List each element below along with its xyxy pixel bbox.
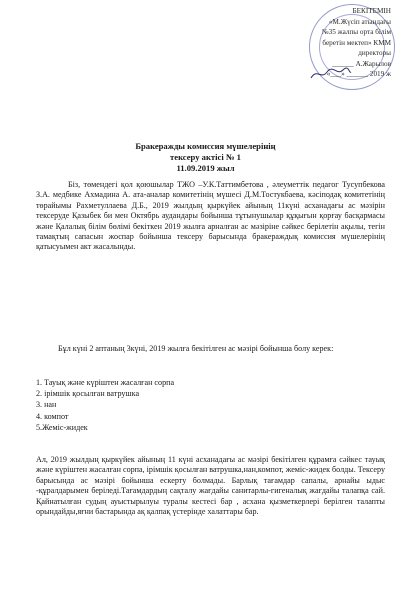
stamp-line: №35 жалпы орта білім (321, 28, 391, 36)
stamp-line: БЕКІТЕМІН (352, 7, 391, 15)
list-item: 4. компот (36, 411, 69, 421)
inspection-paragraph: Біз, төмендегі қол қоюшылар ТЖО –У.К.Таттимбетова , әлеуметтік педагог Тусупбекова З.А. медбике Ахмадина А. ата-аналар комитетінің мүшесі Д.М.Тостукбаева, кәсіподақ комитетінің төрайымы Рахметуллаева Д.Б., 2019 жылдың қыркүйек айының 11күні асханадағы ас мәзірін тексеруде Қазыбек би мен Октябрь аудандары бойынша тұтынушылар құқығын қорғау басқармасы және Қалалық білім бөлімі бекіткен 2019 жылға арналған ас мәзіріне сәйкес берілетін ақылы, тегін тамақтың сапасын жоспар бойынша тексеру барысында бракераждық комиссия мүшелерінің қатысуымен акт жасалынды. (36, 180, 385, 252)
title-date: 11.09.2019 жыл (176, 163, 235, 173)
stamp-line: беретін мектеп» КММ (322, 38, 391, 47)
list-item: 1. Тауық және күріштен жасалған сорпа (36, 378, 175, 387)
stamp-line: директоры (358, 49, 391, 57)
menu-intro-paragraph: Бұл күні 2 аптаның 3күні, 2019 жылға бекітілген ас мәзірі бойынша болу керек: (58, 344, 334, 353)
title-line-2: тексеру актісі № 1 (170, 152, 241, 162)
list-item: 3. нан (36, 400, 57, 410)
director-signature (309, 66, 353, 82)
document-title (0, 141, 411, 174)
stamp-line: «М.Жүсіп атындағы (328, 17, 391, 26)
stamp-line: ______ А.Жарылов (332, 59, 391, 68)
stamp-line: «___» ______ 2019 ж (326, 70, 391, 78)
menu-list (36, 377, 366, 433)
list-item: 5.Жеміс-жидек (36, 422, 88, 432)
list-item: 2. ірімшік қосылған ватрушка (36, 389, 140, 399)
title-line-1: Бракеражды комиссия мүшелерінің (135, 141, 276, 151)
findings-paragraph: Ал, 2019 жылдың қыркүйек айының 11 күні асханадағы ас мәзірі бекітілген құрамға сәйкес тауық және күріштен жасалған сорпа, ірімшік қосылған ватрушка,нан,компот, жеміс-жидек болды. Тексеру барысында ас мәзірі бойынша ескерту болмады. Барлық тағамдар сапалы, арнайы ыдыс -құралдарымен беріледі.Тағамдардың сақталу жағдайы санитарлы-гигеналық жағдайы талапқа сай. Қайнатылған судың ауыстырылуы туралы кестесі бар , асхана қызметкерлері берілген талапты орындайды,яғни бастарында ақ қалпақ үстерінде халаттары бар. (36, 455, 385, 517)
